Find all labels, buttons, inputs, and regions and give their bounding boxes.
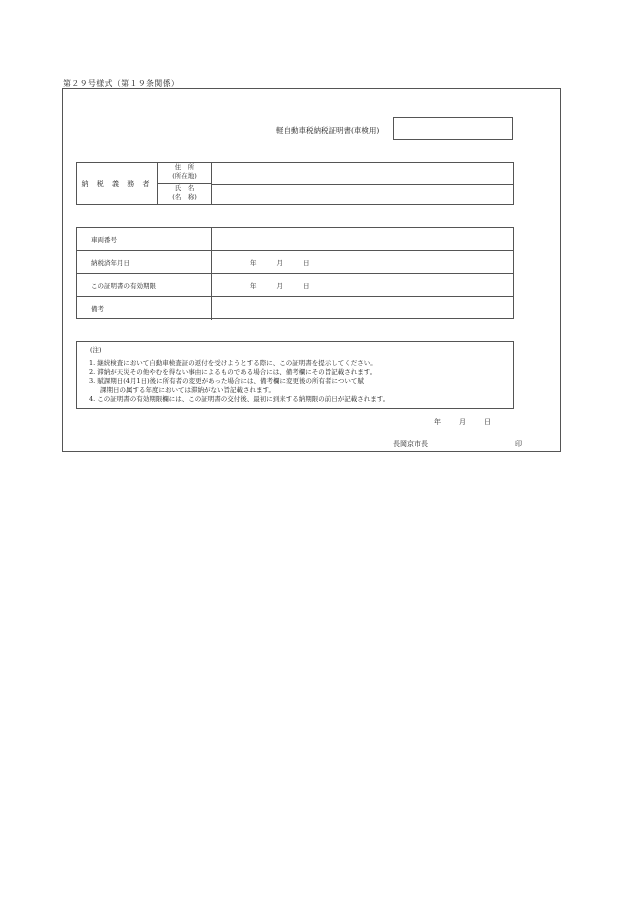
name-sub-label: (名 称) xyxy=(172,193,197,201)
validity-field xyxy=(212,274,513,296)
issue-date xyxy=(434,417,491,427)
day-unit: 日 xyxy=(484,418,491,426)
title-stamp-box xyxy=(393,117,513,140)
day-unit: 日 xyxy=(303,281,310,290)
remarks-field xyxy=(212,297,513,320)
notes-box xyxy=(76,341,514,409)
year-unit: 年 xyxy=(250,281,257,290)
document-title: 軽自動車税納税証明書(車検用) xyxy=(276,126,380,135)
paid-date-field xyxy=(212,251,513,273)
note-item: 2. 滞納が天災その他やむを得ない事由によるものである場合には、備考欄にその旨記載されます。 xyxy=(89,368,377,376)
remarks-row xyxy=(77,297,513,320)
validity-row xyxy=(77,274,513,297)
address-label: 住 所 xyxy=(174,163,195,171)
note-item: 3. 賦課期日(4月1日)後に所有者の変更があった場合には、備考欄に変更後の所有者について賦 xyxy=(89,377,364,385)
validity-label: この証明書の有効期限 xyxy=(77,274,212,296)
year-unit: 年 xyxy=(434,418,441,426)
month-unit: 月 xyxy=(276,258,283,267)
vehicle-number-row xyxy=(77,228,513,251)
paid-date-row xyxy=(77,251,513,274)
form-number: 第２９号様式（第１９条関係） xyxy=(63,79,180,88)
taxpayer-table xyxy=(76,162,514,205)
name-label: 氏 名 xyxy=(174,184,195,192)
remarks-label: 備考 xyxy=(77,297,212,320)
note-item-continuation: 課期日の属する年度においては滞納がない旨記載されます。 xyxy=(100,386,275,394)
notes-heading: (注) xyxy=(90,346,102,354)
note-item: 1. 継続検査において自動車検査証の返付を受けようとする際に、この証明書を提示してください。 xyxy=(89,359,377,367)
address-field xyxy=(212,163,513,185)
taxpayer-label: 納 税 義 務 者 xyxy=(77,163,158,204)
name-label-cell xyxy=(158,184,212,204)
name-field xyxy=(212,184,513,204)
note-item: 4. この証明書の有効期限欄には、この証明書の交付後、最初に到来する納期限の前日が記載されます。 xyxy=(89,395,390,403)
day-unit: 日 xyxy=(303,258,310,267)
issuer-name: 長岡京市長 xyxy=(393,440,428,448)
year-unit: 年 xyxy=(250,258,257,267)
address-label-cell xyxy=(158,163,212,184)
vehicle-number-field xyxy=(212,228,513,250)
vehicle-info-table xyxy=(76,227,514,319)
vehicle-number-label: 車両番号 xyxy=(77,228,212,250)
paid-date-label: 納税済年月日 xyxy=(77,251,212,273)
address-sub-label: (所在地) xyxy=(172,172,197,180)
month-unit: 月 xyxy=(276,281,283,290)
seal-mark: 印 xyxy=(515,440,522,448)
month-unit: 月 xyxy=(459,418,466,426)
